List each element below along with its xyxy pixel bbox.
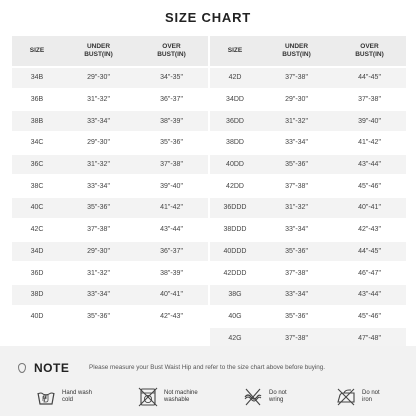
table-header-row — [210, 36, 406, 68]
cell-size: 40DDD — [210, 242, 260, 264]
note-label: NOTE — [34, 361, 70, 375]
care-label-line: washable — [164, 397, 190, 403]
note-heading — [18, 360, 69, 376]
table-row — [12, 68, 208, 90]
cell-size: 40D — [12, 307, 62, 329]
cell-over-bust: 39"-40" — [333, 111, 406, 133]
care-label-line: Do not — [269, 390, 287, 396]
table-row — [210, 198, 406, 220]
care-label-line: Hand wash — [62, 390, 93, 396]
cell-over-bust: 40"-41" — [333, 198, 406, 220]
cell-size: 42G — [210, 328, 260, 350]
cell-under-bust: 35"-36" — [62, 307, 135, 329]
cell-under-bust: 33"-34" — [260, 133, 333, 155]
care-no-iron — [336, 384, 380, 410]
cell-under-bust: 31"-32" — [260, 111, 333, 133]
table-row — [12, 198, 208, 220]
care-label-line: iron — [362, 397, 373, 403]
cell-over-bust: 37"-38" — [135, 155, 208, 177]
care-hand-wash — [36, 384, 92, 410]
cell-size: 42D — [210, 68, 260, 90]
cell-size: 36B — [12, 90, 62, 112]
cell-under-bust: 31"-32" — [62, 263, 135, 285]
cell-over-bust: 47"-48" — [333, 328, 406, 350]
table-row — [210, 176, 406, 198]
cell-under-bust: 33"-34" — [62, 176, 135, 198]
table-row — [12, 176, 208, 198]
cell-over-bust: 42"-43" — [333, 220, 406, 242]
cell-over-bust: 44"-45" — [333, 242, 406, 264]
cell-under-bust: 33"-34" — [62, 111, 135, 133]
cell-size: 34DD — [210, 90, 260, 112]
cell-under-bust: 29"-30" — [260, 90, 333, 112]
cell-over-bust: 36"-37" — [135, 90, 208, 112]
cell-over-bust: 46"-47" — [333, 263, 406, 285]
cell-under-bust: 35"-36" — [260, 155, 333, 177]
cell-size: 40G — [210, 307, 260, 329]
cell-under-bust: 37"-38" — [260, 328, 333, 350]
cell-over-bust: 45"-46" — [333, 307, 406, 329]
cell-over-bust: 43"-44" — [333, 285, 406, 307]
cell-size: 34B — [12, 68, 62, 90]
cell-under-bust: 31"-32" — [260, 198, 333, 220]
cell-over-bust: 38"-39" — [135, 111, 208, 133]
cell-size: 36DD — [210, 111, 260, 133]
no-wring-icon — [243, 387, 263, 407]
cell-under-bust: 37"-38" — [62, 220, 135, 242]
cell-under-bust: 35"-36" — [62, 198, 135, 220]
table-row — [12, 263, 208, 285]
page-title: SIZE CHART — [165, 10, 251, 25]
cell-size: 38B — [12, 111, 62, 133]
table-row — [210, 242, 406, 264]
care-label-line: Do not — [362, 390, 380, 396]
cell-over-bust: 44"-45" — [333, 68, 406, 90]
cell-size: 36C — [12, 155, 62, 177]
cell-size: 38D — [12, 285, 62, 307]
table-row — [12, 220, 208, 242]
cell-over-bust: 43"-44" — [135, 220, 208, 242]
table-row — [210, 263, 406, 285]
header-size: SIZE — [12, 36, 62, 68]
cell-over-bust: 40"-41" — [135, 285, 208, 307]
cell-size: 38DD — [210, 133, 260, 155]
table-row — [12, 242, 208, 264]
cell-under-bust: 33"-34" — [260, 220, 333, 242]
cell-size: 38C — [12, 176, 62, 198]
cell-under-bust: 31"-32" — [62, 155, 135, 177]
cell-under-bust: 33"-34" — [62, 285, 135, 307]
cell-size: 40DD — [210, 155, 260, 177]
cell-under-bust: 37"-38" — [260, 263, 333, 285]
table-row — [210, 133, 406, 155]
table-row — [210, 111, 406, 133]
cell-over-bust: 41"-42" — [333, 133, 406, 155]
table-row — [210, 220, 406, 242]
cell-size: 42DDD — [210, 263, 260, 285]
cell-over-bust: 43"-44" — [333, 155, 406, 177]
cell-size: 42C — [12, 220, 62, 242]
table-row — [12, 133, 208, 155]
cell-size: 36DDD — [210, 198, 260, 220]
cell-under-bust: 31"-32" — [62, 90, 135, 112]
cell-under-bust: 35"-36" — [260, 307, 333, 329]
table-row — [12, 90, 208, 112]
cell-size: 40C — [12, 198, 62, 220]
care-label-line: Not machine — [164, 390, 198, 396]
cell-size: 36D — [12, 263, 62, 285]
cell-over-bust: 37"-38" — [333, 90, 406, 112]
no-iron-icon — [336, 387, 356, 407]
table-row — [210, 155, 406, 177]
care-no-wring — [243, 384, 287, 410]
header-size: SIZE — [210, 36, 260, 68]
cell-under-bust: 33"-34" — [260, 285, 333, 307]
size-table-right — [210, 36, 406, 350]
table-row — [12, 155, 208, 177]
hand-wash-icon — [36, 387, 56, 407]
cell-over-bust: 42"-43" — [135, 307, 208, 329]
size-table-right-body — [210, 68, 406, 350]
care-no-machine — [138, 384, 198, 410]
cell-over-bust: 45"-46" — [333, 176, 406, 198]
table-row — [12, 307, 208, 329]
cell-under-bust: 29"-30" — [62, 133, 135, 155]
cell-size: 34D — [12, 242, 62, 264]
size-table-left-body — [12, 68, 208, 328]
care-label-line: cold — [62, 397, 74, 403]
cell-under-bust: 37"-38" — [260, 176, 333, 198]
care-footer — [0, 346, 416, 416]
header-over-bust: OVER BUST(IN) — [135, 36, 208, 68]
header-under-bust: UNDER BUST(IN) — [62, 36, 135, 68]
cell-size: 38G — [210, 285, 260, 307]
drop-icon — [18, 363, 26, 373]
cell-under-bust: 29"-30" — [62, 242, 135, 264]
cell-over-bust: 41"-42" — [135, 198, 208, 220]
cell-over-bust: 39"-40" — [135, 176, 208, 198]
no-machine-wash-icon — [138, 387, 158, 407]
cell-under-bust: 35"-36" — [260, 242, 333, 264]
cell-over-bust: 35"-36" — [135, 133, 208, 155]
note-text: Please measure your Bust Waist Hip and refer to the size chart above before buying. — [89, 364, 326, 371]
table-row — [210, 68, 406, 90]
care-label-line: wring — [269, 397, 284, 403]
table-header-row — [12, 36, 208, 68]
cell-over-bust: 38"-39" — [135, 263, 208, 285]
cell-size: 38DDD — [210, 220, 260, 242]
header-over-bust: OVER BUST(IN) — [333, 36, 406, 68]
size-table-left — [12, 36, 208, 328]
header-under-bust: UNDER BUST(IN) — [260, 36, 333, 68]
table-row — [12, 111, 208, 133]
cell-size: 34C — [12, 133, 62, 155]
table-row — [12, 285, 208, 307]
cell-over-bust: 34"-35" — [135, 68, 208, 90]
table-row — [210, 307, 406, 329]
cell-under-bust: 37"-38" — [260, 68, 333, 90]
table-row — [210, 285, 406, 307]
cell-size: 42DD — [210, 176, 260, 198]
cell-over-bust: 36"-37" — [135, 242, 208, 264]
table-row — [210, 90, 406, 112]
cell-under-bust: 29"-30" — [62, 68, 135, 90]
